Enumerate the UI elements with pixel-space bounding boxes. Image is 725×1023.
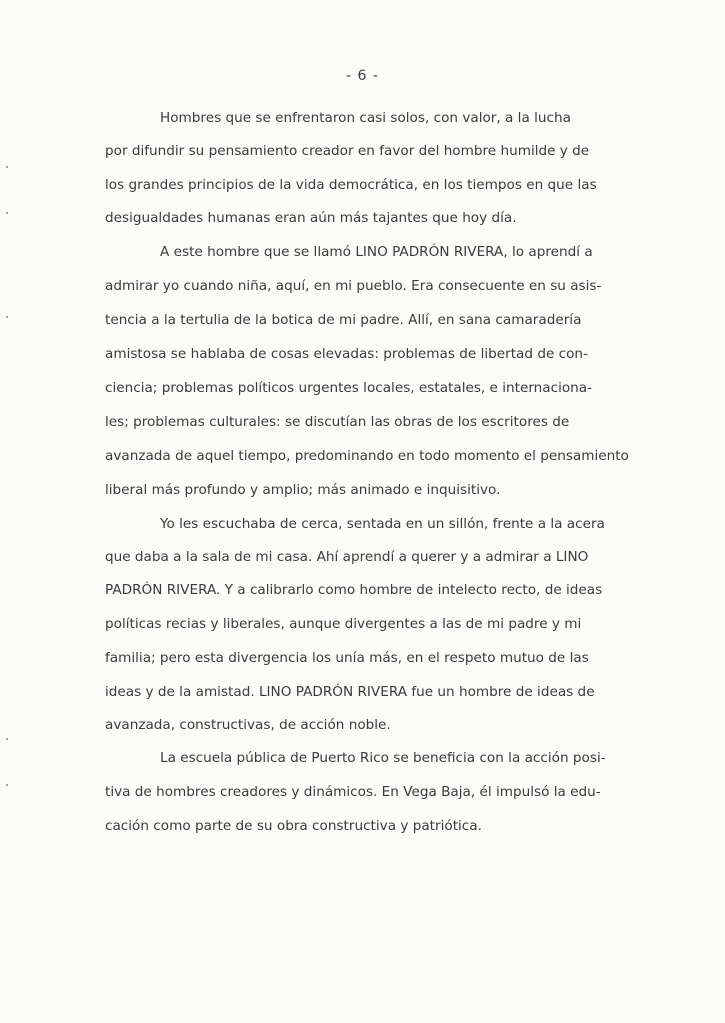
text-line: PADRÓN RIVERA. Y a calibrarlo como hombre de intelecto recto, de ideas [105, 582, 603, 598]
scan-speck [6, 738, 8, 740]
text-line: políticas recias y liberales, aunque divergentes a las de mi padre y mi [105, 616, 582, 632]
scan-speck [6, 316, 8, 318]
text-line: tiva de hombres creadores y dinámicos. En Vega Baja, él impulsó la edu- [105, 784, 601, 800]
text-line: los grandes principios de la vida democrática, en los tiempos en que las [105, 177, 597, 193]
text-line: ideas y de la amistad. LINO PADRÓN RIVERA fue un hombre de ideas de [105, 684, 595, 700]
text-line: familia; pero esta divergencia los unía más, en el respeto mutuo de las [105, 650, 589, 666]
text-line: por difundir su pensamiento creador en favor del hombre humilde y de [105, 143, 590, 159]
scan-speck [6, 166, 8, 168]
text-line: Yo les escuchaba de cerca, sentada en un sillón, frente a la acera [160, 516, 605, 532]
scan-speck [6, 212, 8, 214]
text-line: avanzada, constructivas, de acción noble. [105, 717, 391, 733]
text-line: La escuela pública de Puerto Rico se beneficia con la acción posi- [160, 750, 606, 766]
text-line: Hombres que se enfrentaron casi solos, con valor, a la lucha [160, 110, 571, 126]
text-line: ciencia; problemas políticos urgentes locales, estatales, e internaciona- [105, 380, 593, 396]
text-line: cación como parte de su obra constructiva y patriótica. [105, 818, 482, 834]
scan-speck [6, 784, 8, 786]
text-line: A este hombre que se llamó LINO PADRÓN RIVERA, lo aprendí a [160, 244, 593, 260]
text-line: avanzada de aquel tiempo, predominando en todo momento el pensamiento [105, 448, 629, 464]
text-line: amistosa se hablaba de cosas elevadas: problemas de libertad de con- [105, 346, 588, 362]
text-line: desigualdades humanas eran aún más tajantes que hoy día. [105, 210, 517, 226]
text-line: admirar yo cuando niña, aquí, en mi pueblo. Era consecuente en su asis- [105, 278, 602, 294]
text-line: tencia a la tertulia de la botica de mi padre. Allí, en sana camaradería [105, 312, 582, 328]
text-line: que daba a la sala de mi casa. Ahí aprendí a querer y a admirar a LINO [105, 549, 589, 565]
text-line: les; problemas culturales: se discutían las obras de los escritores de [105, 414, 570, 430]
text-line: liberal más profundo y amplio; más animado e inquisitivo. [105, 482, 501, 498]
page-number: - 6 - [346, 68, 379, 84]
